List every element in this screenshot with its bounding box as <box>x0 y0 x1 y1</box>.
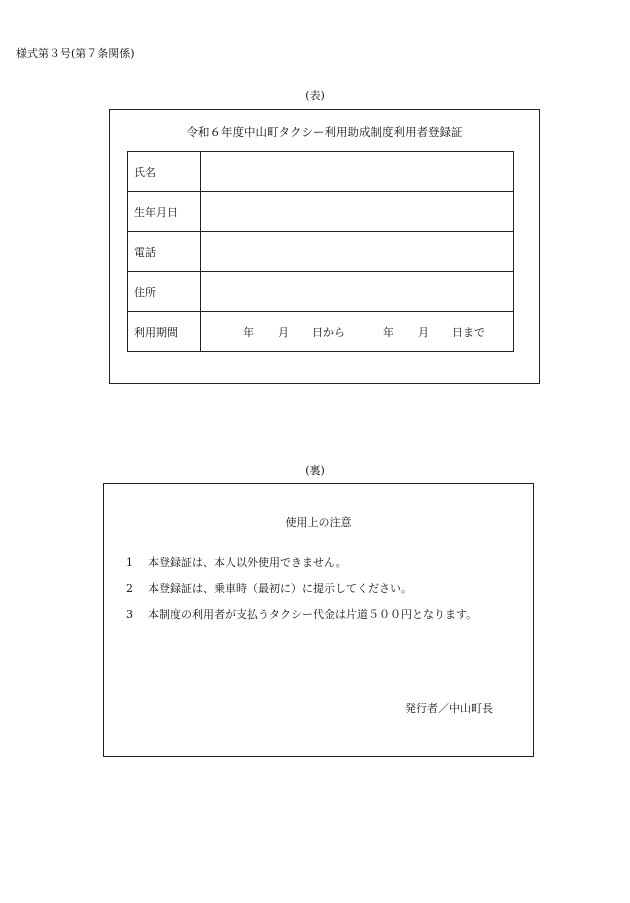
note-item <box>126 606 477 622</box>
registration-card-front <box>109 109 540 384</box>
phone-label: 電話 <box>128 232 201 272</box>
note-item <box>126 554 347 570</box>
form-number: 様式第３号(第７条関係) <box>16 47 135 60</box>
period-month-to: 月 <box>418 325 429 339</box>
registration-card-back <box>103 483 534 757</box>
name-field <box>201 152 514 192</box>
registration-table <box>127 151 514 352</box>
note-number: 3 <box>126 608 133 621</box>
period-field <box>201 312 514 352</box>
issuer: 発行者／中山町長 <box>405 702 493 715</box>
address-label: 住所 <box>128 272 201 312</box>
note-text: 本制度の利用者が支払うタクシー代金は片道５００円となります。 <box>148 608 478 621</box>
birthdate-field <box>201 192 514 232</box>
back-side-label: (裏) <box>305 464 325 477</box>
notes-title: 使用上の注意 <box>285 516 352 529</box>
name-label: 氏名 <box>128 152 201 192</box>
table-row <box>128 312 514 352</box>
front-side-label: (表) <box>305 89 325 102</box>
birthdate-label: 生年月日 <box>128 192 201 232</box>
card-title: 令和６年度中山町タクシー利用助成制度利用者登録証 <box>186 125 463 139</box>
note-number: 2 <box>126 582 133 595</box>
period-year-from: 年 <box>243 325 254 339</box>
period-label: 利用期間 <box>128 312 201 352</box>
period-day-from: 日から <box>312 325 345 339</box>
period-day-to: 日まで <box>452 325 485 339</box>
table-row <box>128 232 514 272</box>
note-number: 1 <box>126 556 133 569</box>
table-row <box>128 192 514 232</box>
note-text: 本登録証は、乗車時（最初に）に提示してください。 <box>148 582 412 595</box>
period-year-to: 年 <box>383 325 394 339</box>
note-text: 本登録証は、本人以外使用できません。 <box>148 556 347 569</box>
period-month-from: 月 <box>278 325 289 339</box>
table-row <box>128 152 514 192</box>
table-row <box>128 272 514 312</box>
note-item <box>126 580 412 596</box>
phone-field <box>201 232 514 272</box>
address-field <box>201 272 514 312</box>
